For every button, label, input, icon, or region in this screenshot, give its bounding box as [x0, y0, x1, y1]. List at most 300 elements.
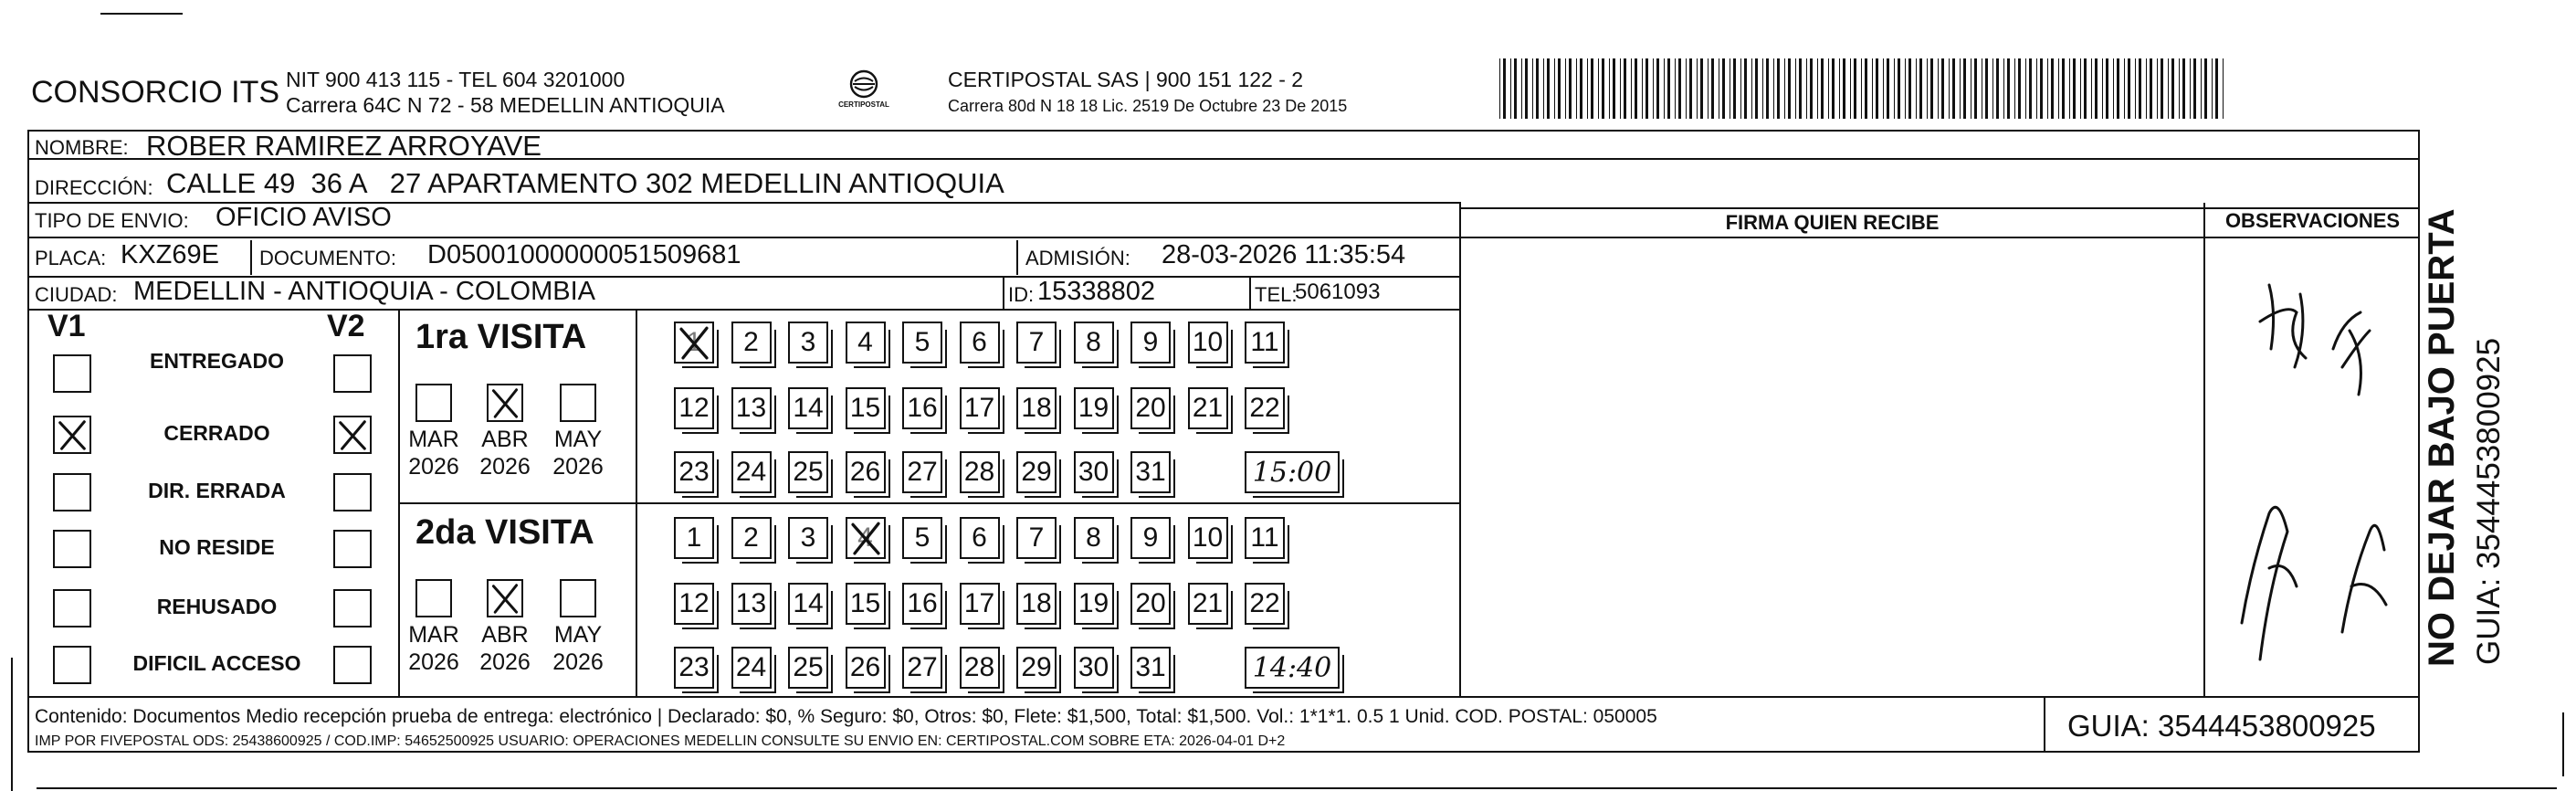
- day-number: 4: [857, 327, 873, 357]
- day-number: 31: [1135, 457, 1166, 487]
- barcode-bar: [1927, 58, 1928, 119]
- barcode-bar: [1587, 58, 1588, 119]
- day-box-30[interactable]: [1074, 647, 1114, 689]
- time-box[interactable]: [1245, 451, 1340, 493]
- day-number: 9: [1142, 327, 1159, 357]
- day-box-3[interactable]: [788, 322, 828, 364]
- day-box-20[interactable]: [1130, 583, 1171, 625]
- logo-text: CERTIPOSTAL: [838, 100, 889, 109]
- barcode-bar: [2062, 58, 2065, 119]
- sender-nit: NIT 900 413 115 - TEL 604 3201000: [286, 68, 626, 91]
- day-box-24[interactable]: [731, 647, 772, 689]
- status-label-5: REHUSADO: [156, 595, 278, 618]
- year-label: 2026: [408, 454, 459, 480]
- ciudad-value: MEDELLIN - ANTIOQUIA - COLOMBIA: [133, 277, 595, 306]
- barcode-bar: [1930, 58, 1933, 119]
- barcode-bar: [1949, 58, 1950, 119]
- barcode-bar: [1795, 58, 1796, 119]
- barcode-bar: [2102, 58, 2103, 119]
- day-box-8[interactable]: [1074, 517, 1114, 559]
- day-box-11[interactable]: [1245, 517, 1285, 559]
- month-checkbox-may[interactable]: [560, 384, 596, 422]
- day-box-8[interactable]: [1074, 322, 1114, 364]
- barcode-bar: [1828, 58, 1829, 119]
- day-number: 10: [1192, 327, 1224, 357]
- barcode-bar: [1510, 58, 1511, 119]
- barcode-bar: [1576, 58, 1577, 119]
- barcode-bar: [1985, 58, 1988, 119]
- barcode-bar: [2215, 58, 2218, 119]
- barcode-bar: [2157, 58, 2158, 119]
- status-label-1: ENTREGADO: [150, 349, 284, 373]
- carrier-line2: Carrera 80d N 18 18 Lic. 2519 De Octubre 23 De 2015: [948, 97, 1348, 115]
- day-box-3[interactable]: [788, 517, 828, 559]
- sender-name: CONSORCIO ITS: [31, 75, 280, 110]
- x-mark-icon: [847, 519, 884, 557]
- x-mark-icon: [489, 581, 521, 616]
- day-box-16[interactable]: [902, 387, 942, 429]
- day-box-28[interactable]: [960, 451, 1000, 493]
- barcode-bar: [2091, 58, 2092, 119]
- barcode-bar: [1667, 58, 1670, 119]
- day-number: 18: [1021, 393, 1052, 423]
- barcode-bar: [1521, 58, 1522, 119]
- barcode-bar: [1916, 58, 1917, 119]
- barcode-bar: [1645, 58, 1648, 119]
- day-number: 17: [963, 393, 995, 423]
- day-box-18[interactable]: [1016, 583, 1057, 625]
- barcode-bar: [1908, 58, 1911, 119]
- barcode-bar: [1514, 58, 1517, 119]
- year-label: 2026: [552, 649, 604, 675]
- barcode-bar: [1620, 58, 1621, 119]
- barcode-bar: [2161, 58, 2163, 119]
- day-number: 5: [914, 522, 931, 553]
- barcode-bar: [1631, 58, 1632, 119]
- barcode-bar: [2139, 58, 2141, 119]
- barcode-bar: [1656, 58, 1659, 119]
- status-label-2: CERRADO: [163, 421, 270, 445]
- barcode-bar: [1952, 58, 1955, 119]
- day-box-5[interactable]: [902, 517, 942, 559]
- barcode-bar: [2069, 58, 2070, 119]
- visit-title: 1ra VISITA: [415, 318, 587, 356]
- placa-label: PLACA:: [35, 247, 107, 269]
- day-number: 30: [1078, 457, 1109, 487]
- day-number: 20: [1135, 588, 1166, 618]
- v2-checkbox-1[interactable]: [333, 354, 372, 393]
- day-number: 29: [1021, 652, 1052, 682]
- barcode-bar: [1751, 58, 1752, 119]
- barcode-bar: [2193, 58, 2196, 119]
- barcode-bar: [1678, 58, 1681, 119]
- month-checkbox-may[interactable]: [560, 579, 596, 617]
- barcode-bar: [1689, 58, 1692, 119]
- barcode-bar: [1755, 58, 1758, 119]
- barcode-bar: [2201, 58, 2202, 119]
- day-number: 17: [963, 588, 995, 618]
- day-box-21[interactable]: [1188, 387, 1228, 429]
- day-box-27[interactable]: [902, 451, 942, 493]
- v2-checkbox-6[interactable]: [333, 646, 372, 684]
- month-label: MAY: [553, 427, 603, 452]
- sender-address: Carrera 64C N 72 - 58 MEDELLIN ANTIOQUIA: [286, 93, 725, 117]
- month-label: MAR: [408, 622, 459, 648]
- direccion-label: DIRECCIÓN:: [35, 176, 153, 199]
- barcode-bar: [1941, 58, 1944, 119]
- barcode-bar: [2223, 58, 2224, 119]
- barcode-bar: [1525, 58, 1528, 119]
- barcode-bar: [1817, 58, 1818, 119]
- barcode-bar: [1613, 58, 1615, 119]
- barcode-bar: [1591, 58, 1593, 119]
- barcode-bar: [1843, 58, 1845, 119]
- day-box-31[interactable]: [1130, 451, 1171, 493]
- day-box-1[interactable]: [674, 517, 714, 559]
- barcode-bar: [1733, 58, 1736, 119]
- month-checkbox-abr[interactable]: [487, 384, 523, 422]
- v1-checkbox-3[interactable]: [53, 473, 91, 512]
- barcode-bar: [1938, 58, 1939, 119]
- footer-guia: GUIA: 3544453800925: [2067, 709, 2376, 743]
- day-box-18[interactable]: [1016, 387, 1057, 429]
- month-label: MAY: [553, 622, 603, 648]
- v1-checkbox-5[interactable]: [53, 589, 91, 628]
- day-box-2[interactable]: [731, 517, 772, 559]
- day-box-6[interactable]: [960, 322, 1000, 364]
- day-number: 26: [849, 652, 881, 682]
- day-box-30[interactable]: [1074, 451, 1114, 493]
- day-box-9[interactable]: [1130, 517, 1171, 559]
- day-number: 12: [678, 588, 710, 618]
- barcode-bar: [1624, 58, 1626, 119]
- direccion-value: CALLE 49 36 A 27 APARTAMENTO 302 MEDELLIN ANTIOQUIA: [166, 167, 1004, 199]
- day-box-10[interactable]: [1188, 517, 1228, 559]
- v1-checkbox-1[interactable]: [53, 354, 91, 393]
- day-box-29[interactable]: [1016, 451, 1057, 493]
- day-box-19[interactable]: [1074, 583, 1114, 625]
- handwritten-time: 15:00: [1252, 456, 1332, 489]
- barcode-bar: [2146, 58, 2147, 119]
- barcode-bar: [2124, 58, 2125, 119]
- barcode-bar: [2003, 58, 2004, 119]
- day-box-14[interactable]: [788, 583, 828, 625]
- v1-label: V1: [47, 309, 86, 343]
- day-box-31[interactable]: [1130, 647, 1171, 689]
- nombre-value: ROBER RAMIREZ ARROYAVE: [146, 130, 541, 162]
- barcode-bar: [1532, 58, 1533, 119]
- day-number: 2: [743, 522, 759, 553]
- barcode-bar: [1766, 58, 1769, 119]
- status-label-3: DIR. ERRADA: [148, 479, 286, 502]
- day-number: 13: [735, 393, 767, 423]
- day-number: 20: [1135, 393, 1166, 423]
- certipostal-logo: [827, 68, 900, 115]
- day-number: 21: [1192, 393, 1224, 423]
- year-label: 2026: [408, 649, 459, 675]
- month-checkbox-mar[interactable]: [415, 384, 452, 422]
- day-box-9[interactable]: [1130, 322, 1171, 364]
- v1-checkbox-6[interactable]: [53, 646, 91, 684]
- barcode-bar: [2168, 58, 2169, 119]
- observaciones-handwriting: [2205, 239, 2420, 696]
- barcode-bar: [2190, 58, 2191, 119]
- barcode-bar: [1536, 58, 1539, 119]
- firma-header: FIRMA QUIEN RECIBE: [1725, 211, 1940, 234]
- barcode-bar: [1799, 58, 1802, 119]
- day-number: 2: [743, 327, 759, 357]
- barcode-bar: [1547, 58, 1550, 119]
- day-box-23[interactable]: [674, 451, 714, 493]
- barcode-bar: [1700, 58, 1703, 119]
- documento-value: D05001000000051509681: [427, 240, 741, 269]
- barcode-bar: [2113, 58, 2114, 119]
- barcode-bar: [2018, 58, 2021, 119]
- barcode-bar: [1744, 58, 1747, 119]
- barcode-bar: [1919, 58, 1922, 119]
- day-number: 3: [800, 522, 816, 553]
- day-box-11[interactable]: [1245, 322, 1285, 364]
- day-number: 11: [1250, 522, 1279, 553]
- barcode-bar: [1861, 58, 1862, 119]
- barcode-bar: [1876, 58, 1878, 119]
- day-box-7[interactable]: [1016, 322, 1057, 364]
- v2-checkbox-4[interactable]: [333, 530, 372, 568]
- barcode-bar: [1543, 58, 1544, 119]
- barcode-bar: [2212, 58, 2213, 119]
- barcode-bar: [1810, 58, 1813, 119]
- month-label: ABR: [481, 427, 529, 452]
- barcode-bar: [1558, 58, 1561, 119]
- day-number: 9: [1142, 522, 1159, 553]
- ciudad-label: CIUDAD:: [35, 283, 118, 306]
- barcode-bar: [1850, 58, 1851, 119]
- barcode-bar: [1960, 58, 1961, 119]
- day-number: 22: [1249, 588, 1280, 618]
- x-mark-icon: [335, 417, 370, 452]
- day-number: 30: [1078, 652, 1109, 682]
- barcode-bar: [2051, 58, 2054, 119]
- x-mark-icon: [55, 417, 89, 452]
- barcode-bar: [1821, 58, 1824, 119]
- year-label: 2026: [552, 454, 604, 480]
- day-number: 22: [1249, 393, 1280, 423]
- barcode-bar: [1784, 58, 1785, 119]
- day-box-5[interactable]: [902, 322, 942, 364]
- tipo-label: TIPO DE ENVIO:: [35, 209, 189, 232]
- day-box-10[interactable]: [1188, 322, 1228, 364]
- barcode-bar: [2179, 58, 2180, 119]
- barcode-bar: [1635, 58, 1637, 119]
- barcode-bar: [2084, 58, 2087, 119]
- barcode-bar: [2080, 58, 2081, 119]
- barcode-bar: [1722, 58, 1725, 119]
- day-box-26[interactable]: [846, 451, 886, 493]
- v1-checkbox-2[interactable]: [53, 416, 91, 454]
- day-box-12[interactable]: [674, 387, 714, 429]
- admision-label: ADMISIÓN:: [1025, 247, 1130, 269]
- status-label-4: NO RESIDE: [159, 535, 275, 559]
- barcode-bar: [1697, 58, 1698, 119]
- day-number: 11: [1250, 327, 1279, 357]
- day-box-4[interactable]: [846, 517, 886, 559]
- day-box-23[interactable]: [674, 647, 714, 689]
- day-box-4[interactable]: [846, 322, 886, 364]
- day-number: 1: [686, 522, 702, 553]
- day-number: 8: [1086, 327, 1101, 357]
- barcode-bar: [2117, 58, 2119, 119]
- barcode-bar: [1602, 58, 1604, 119]
- barcode-bar: [1839, 58, 1840, 119]
- barcode-bar: [2135, 58, 2136, 119]
- year-label: 2026: [479, 649, 531, 675]
- barcode-bar: [1788, 58, 1791, 119]
- barcode-bar: [1854, 58, 1856, 119]
- day-box-17[interactable]: [960, 387, 1000, 429]
- barcode-bar: [2014, 58, 2015, 119]
- barcode-bar: [1740, 58, 1741, 119]
- day-box-22[interactable]: [1245, 583, 1285, 625]
- barcode-bar: [1974, 58, 1977, 119]
- tel-label: TEL:: [1255, 283, 1298, 306]
- day-number: 14: [793, 588, 824, 618]
- day-number: 5: [914, 327, 931, 357]
- barcode-bar: [1887, 58, 1889, 119]
- day-number: 12: [678, 393, 710, 423]
- carrier-line1: CERTIPOSTAL SAS | 900 151 122 - 2: [948, 68, 1304, 91]
- barcode-bar: [1773, 58, 1774, 119]
- admision-value: 28-03-2026 11:35:54: [1162, 240, 1406, 269]
- barcode-bar: [1905, 58, 1906, 119]
- barcode-bar: [1554, 58, 1555, 119]
- barcode-bar: [1580, 58, 1582, 119]
- day-number: 24: [735, 457, 767, 487]
- barcode-bar: [1503, 58, 1506, 119]
- day-box-12[interactable]: [674, 583, 714, 625]
- day-number: 3: [800, 327, 816, 357]
- day-box-24[interactable]: [731, 451, 772, 493]
- day-box-22[interactable]: [1245, 387, 1285, 429]
- day-box-21[interactable]: [1188, 583, 1228, 625]
- tipo-value: OFICIO AVISO: [216, 203, 392, 232]
- barcode-bar: [1996, 58, 1999, 119]
- year-label: 2026: [479, 454, 531, 480]
- bottom-edge: [37, 787, 2557, 789]
- day-number: 23: [678, 652, 710, 682]
- barcode-bar: [2058, 58, 2059, 119]
- v2-checkbox-3[interactable]: [333, 473, 372, 512]
- status-label-6: DIFICIL ACCESO: [132, 651, 301, 675]
- day-box-14[interactable]: [788, 387, 828, 429]
- barcode-bar: [1598, 58, 1599, 119]
- barcode-bar: [1963, 58, 1966, 119]
- day-box-16[interactable]: [902, 583, 942, 625]
- v2-checkbox-2[interactable]: [333, 416, 372, 454]
- time-box[interactable]: [1245, 647, 1340, 689]
- barcode-bar: [1609, 58, 1610, 119]
- day-number: 19: [1078, 393, 1109, 423]
- barcode-bar: [1686, 58, 1687, 119]
- day-number: 1: [686, 327, 702, 357]
- barcode-bar: [2182, 58, 2185, 119]
- day-box-2[interactable]: [731, 322, 772, 364]
- day-box-13[interactable]: [731, 387, 772, 429]
- visit-title: 2da VISITA: [415, 513, 594, 552]
- v1-checkbox-4[interactable]: [53, 530, 91, 568]
- day-number: 6: [972, 522, 987, 553]
- documento-label: DOCUMENTO:: [259, 247, 396, 269]
- day-box-13[interactable]: [731, 583, 772, 625]
- barcode-bar: [2128, 58, 2130, 119]
- day-box-28[interactable]: [960, 647, 1000, 689]
- day-box-15[interactable]: [846, 387, 886, 429]
- day-number: 21: [1192, 588, 1224, 618]
- day-number: 26: [849, 457, 881, 487]
- barcode-bar: [1762, 58, 1763, 119]
- day-box-26[interactable]: [846, 647, 886, 689]
- day-number: 19: [1078, 588, 1109, 618]
- day-box-15[interactable]: [846, 583, 886, 625]
- day-box-19[interactable]: [1074, 387, 1114, 429]
- v2-label: V2: [327, 309, 365, 343]
- month-checkbox-mar[interactable]: [415, 579, 452, 617]
- nombre-label: NOMBRE:: [35, 136, 129, 159]
- month-label: MAR: [408, 427, 459, 452]
- day-box-25[interactable]: [788, 647, 828, 689]
- month-checkbox-abr[interactable]: [487, 579, 523, 617]
- day-number: 28: [963, 457, 995, 487]
- barcode-bar: [2150, 58, 2152, 119]
- placa-value: KXZ69E: [121, 240, 219, 269]
- day-box-6[interactable]: [960, 517, 1000, 559]
- scan-mark: [100, 13, 183, 15]
- barcode-bar: [2040, 58, 2043, 119]
- id-value: 15338802: [1037, 277, 1156, 306]
- side-warning: NO DEJAR BAJO PUERTA: [2422, 208, 2462, 667]
- day-number: 4: [857, 522, 873, 553]
- month-label: ABR: [481, 622, 529, 648]
- barcode-bar: [2047, 58, 2048, 119]
- barcode-bar: [1708, 58, 1709, 119]
- barcode-bar: [1653, 58, 1654, 119]
- day-box-7[interactable]: [1016, 517, 1057, 559]
- barcode-bar: [1569, 58, 1572, 119]
- day-number: 16: [907, 588, 938, 618]
- day-number: 29: [1021, 457, 1052, 487]
- barcode-bar: [2095, 58, 2098, 119]
- day-box-17[interactable]: [960, 583, 1000, 625]
- day-box-29[interactable]: [1016, 647, 1057, 689]
- v2-checkbox-5[interactable]: [333, 589, 372, 628]
- barcode-bar: [1832, 58, 1835, 119]
- barcode-bar: [2073, 58, 2076, 119]
- day-number: 15: [849, 393, 881, 423]
- barcode-bar: [1865, 58, 1867, 119]
- day-box-20[interactable]: [1130, 387, 1171, 429]
- day-box-25[interactable]: [788, 451, 828, 493]
- day-number: 27: [907, 457, 938, 487]
- footer-imp: IMP POR FIVEPOSTAL ODS: 25438600925 / COD.IMP: 54652500925 USUARIO: OPERACIONES MEDELLIN CONSULTE SU ENVIO EN: CERTIPOSTAL.COM SOBRE ETA: 2026-04-01 D+2: [35, 733, 1286, 749]
- day-box-27[interactable]: [902, 647, 942, 689]
- barcode-bar: [2025, 58, 2026, 119]
- barcode-bar: [1642, 58, 1643, 119]
- day-box-1[interactable]: [674, 322, 714, 364]
- day-number: 13: [735, 588, 767, 618]
- x-mark-icon: [489, 385, 521, 420]
- day-number: 24: [735, 652, 767, 682]
- barcode-bar: [2029, 58, 2032, 119]
- day-number: 25: [793, 652, 824, 682]
